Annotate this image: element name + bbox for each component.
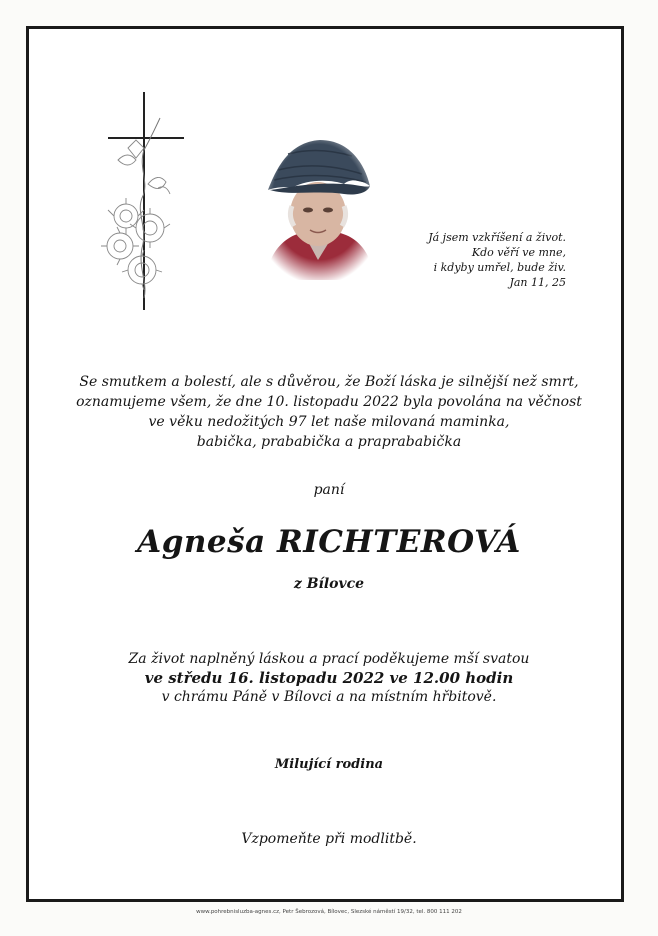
quote-line: Já jsem vzkříšení a život. bbox=[428, 231, 566, 244]
announcement-text bbox=[60, 372, 598, 452]
announcement-line: ve věku nedožitých 97 let naše milovaná maminka, bbox=[148, 414, 510, 430]
quote-line: i kdyby umřel, bude živ. bbox=[433, 261, 566, 274]
deceased-origin: z Bílovce bbox=[293, 576, 365, 592]
quote-reference: Jan 11, 25 bbox=[509, 276, 566, 289]
funeral-date: ve středu 16. listopadu 2022 ve 12.00 hodin bbox=[144, 669, 514, 687]
funeral-place: v chrámu Páně v Bílovci a na místním hřbitově. bbox=[161, 689, 497, 705]
cross-with-flowers-icon bbox=[98, 88, 194, 314]
quote-line: Kdo věří ve mne, bbox=[471, 246, 566, 259]
bible-quote bbox=[366, 230, 566, 290]
announcement-line: oznamujeme všem, že dne 10. listopadu 2022 byla povolána na věčnost bbox=[76, 394, 582, 410]
announcement-line: babička, prababička a praprababička bbox=[196, 434, 462, 450]
footer-imprint: www.pohrebnisluzba-agnes.cz, Petr Šebrozová, Bílovec, Slezské náměstí 19/32, tel. 800 111 202 bbox=[196, 909, 462, 915]
family-signature: Milující rodina bbox=[274, 757, 384, 772]
portrait-photo bbox=[258, 130, 380, 280]
deceased-title: paní bbox=[313, 482, 345, 498]
funeral-intro: Za život naplněný láskou a prací poděkujeme mší svatou bbox=[128, 651, 530, 667]
funeral-info bbox=[60, 650, 598, 707]
announcement-line: Se smutkem a bolestí, ale s důvěrou, že Boží láska je silnější než smrt, bbox=[79, 374, 579, 390]
deceased-name: Agneša RICHTEROVÁ bbox=[137, 524, 521, 560]
closing-line: Vzpomeňte při modlitbě. bbox=[241, 831, 417, 847]
